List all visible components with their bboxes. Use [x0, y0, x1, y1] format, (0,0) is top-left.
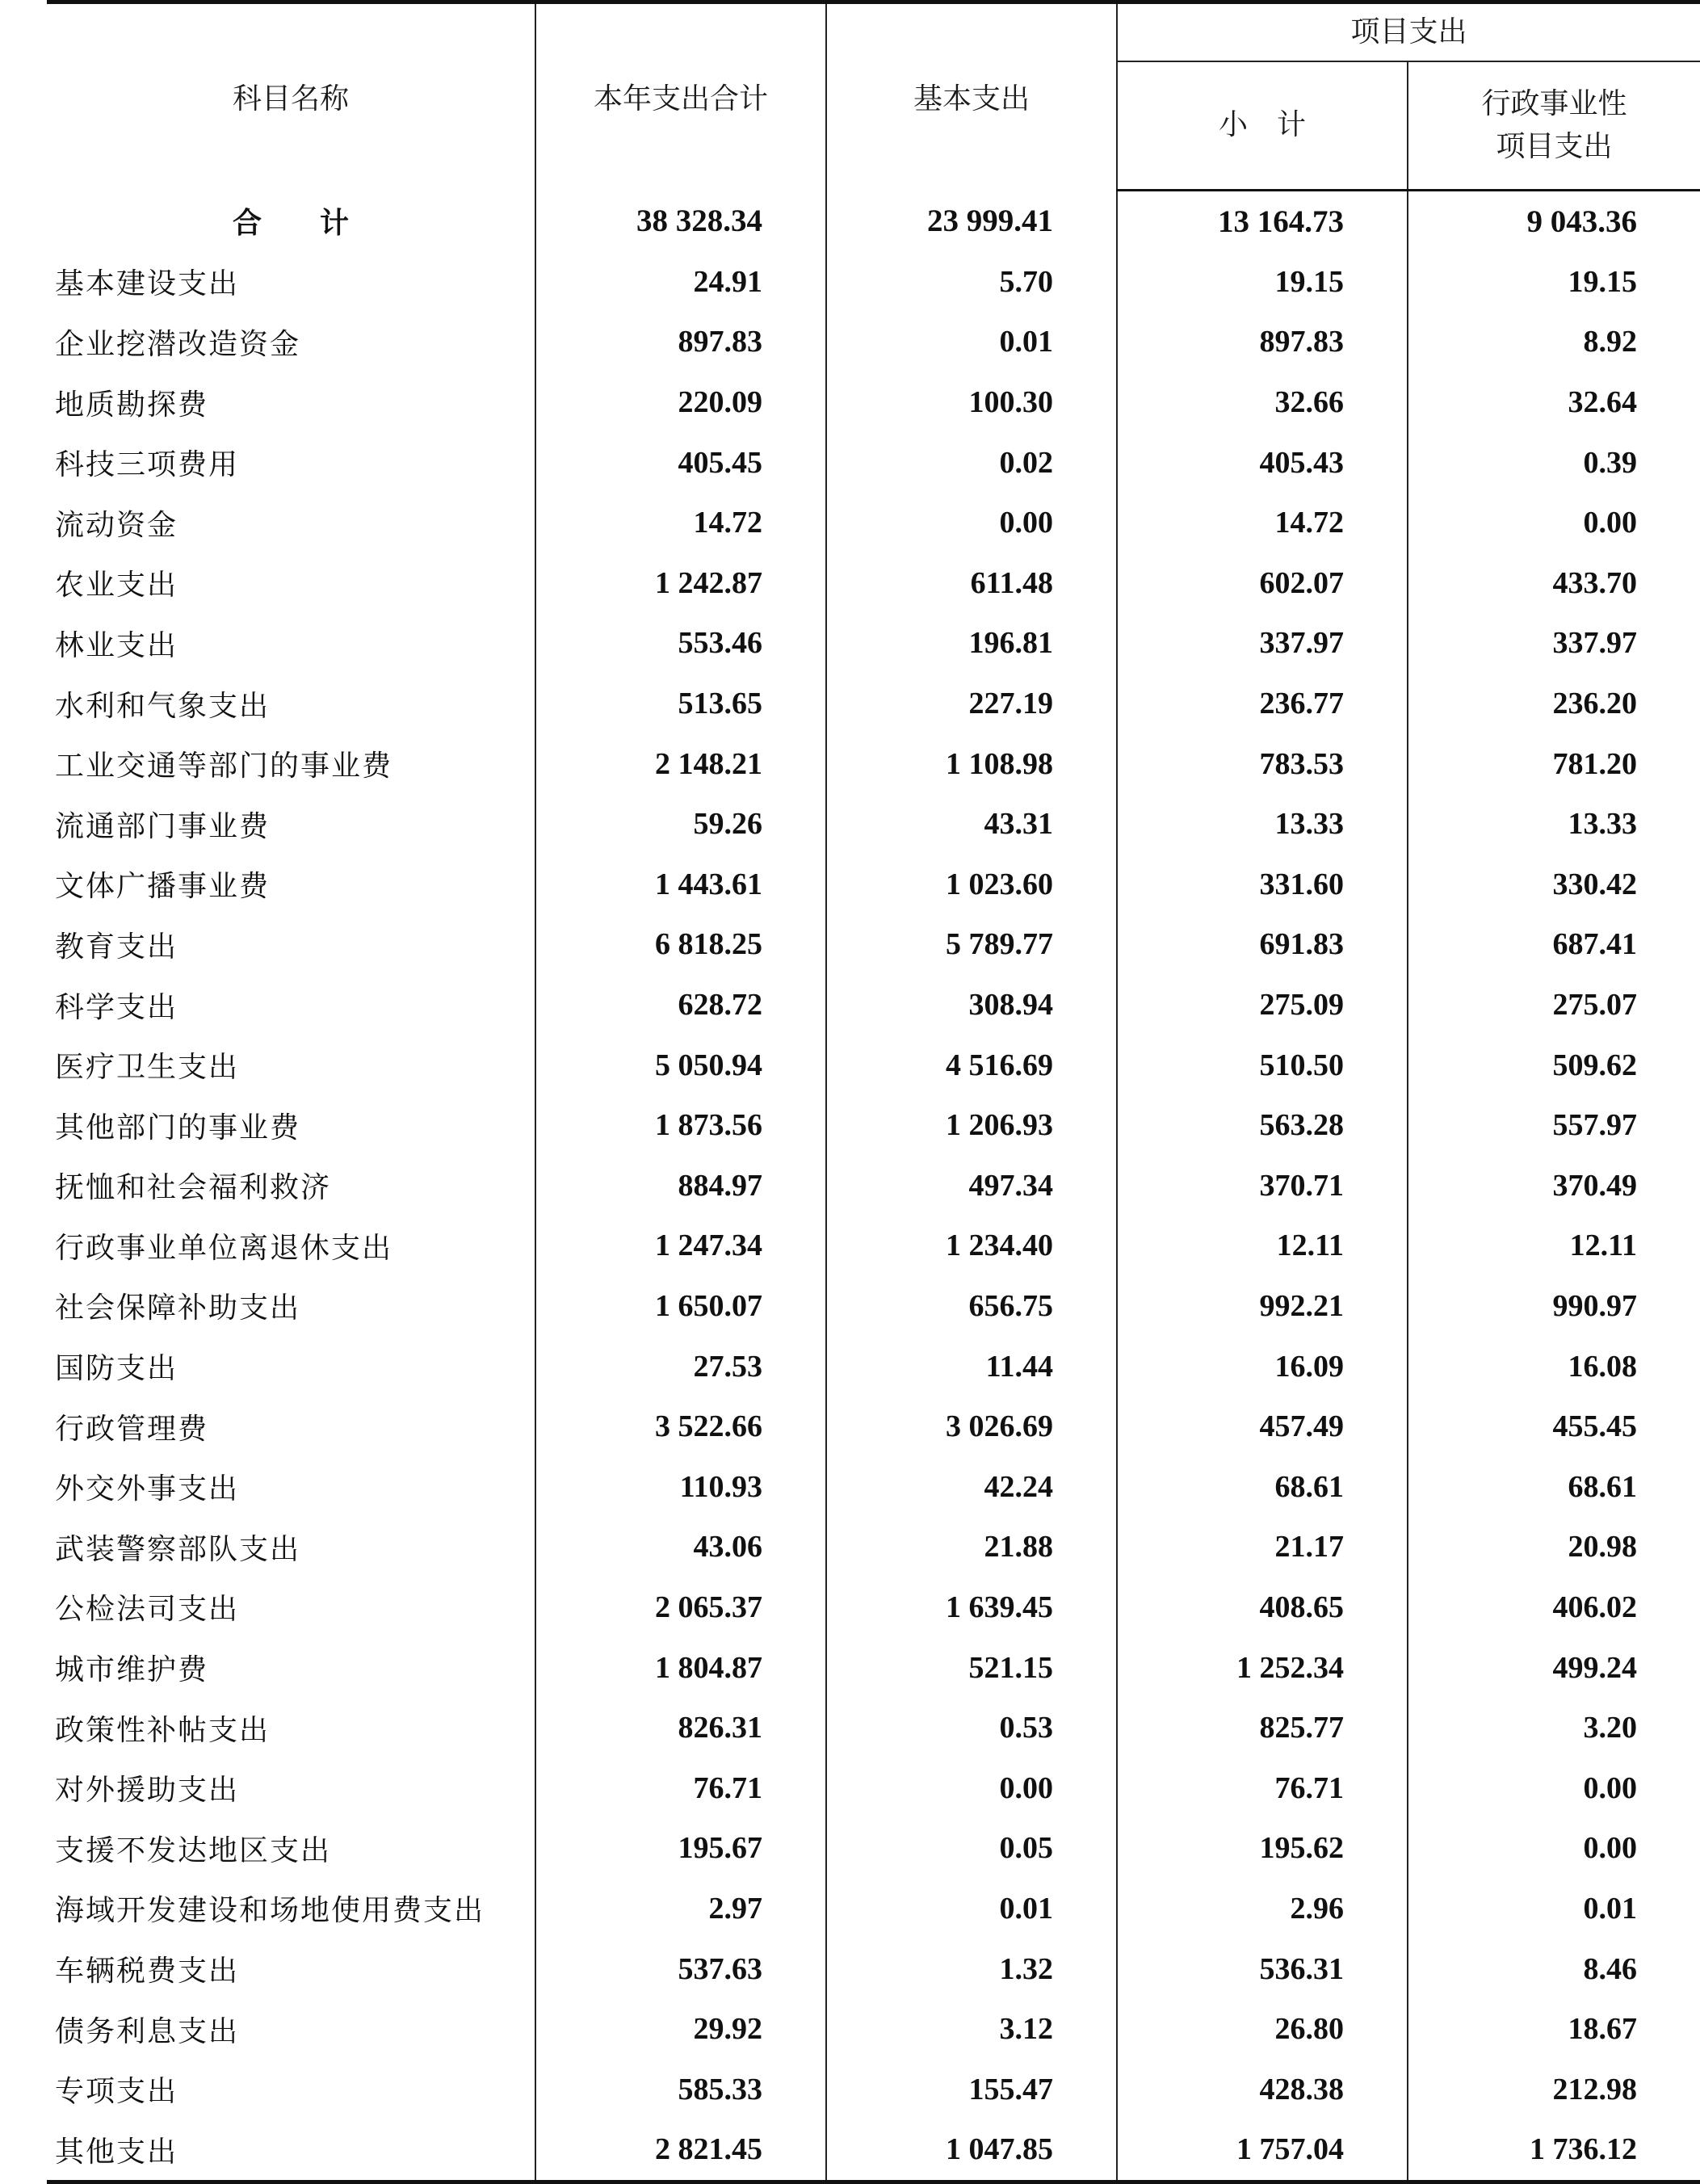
table-body [47, 191, 1700, 2182]
project-subtotal-cell: 68.61 [1117, 1456, 1408, 1517]
subject-name-cell: 国防支出 [55, 1352, 178, 1386]
admin-project-expenditure-cell: 8.46 [1408, 1938, 1700, 1999]
table-row [47, 1758, 1700, 1818]
project-subtotal-cell: 16.09 [1117, 1336, 1408, 1396]
annual-total-cell: 3 522.66 [535, 1396, 826, 1457]
subject-name-cell: 地质勘探费 [55, 388, 209, 422]
subject-name-cell: 外交外事支出 [55, 1472, 240, 1506]
basic-expenditure-cell: 42.24 [826, 1456, 1117, 1517]
table-row [47, 1577, 1700, 1638]
admin-project-expenditure-cell: 0.00 [1408, 493, 1700, 553]
annual-total-cell: 14.72 [535, 493, 826, 553]
admin-project-expenditure-cell: 0.01 [1408, 1879, 1700, 1939]
project-subtotal-cell: 12.11 [1117, 1216, 1408, 1276]
table-row [47, 674, 1700, 734]
admin-project-expenditure-cell: 32.64 [1408, 372, 1700, 433]
admin-project-expenditure-cell: 509.62 [1408, 1035, 1700, 1095]
admin-project-expenditure-cell: 13.33 [1408, 794, 1700, 855]
header-subject-name: 科目名称 [232, 82, 349, 116]
table-row [47, 493, 1700, 553]
basic-expenditure-cell: 3 026.69 [826, 1396, 1117, 1457]
annual-total-cell: 29.92 [535, 1999, 826, 2060]
basic-expenditure-cell: 227.19 [826, 674, 1117, 734]
table-row [47, 372, 1700, 433]
subject-name-cell: 工业交通等部门的事业费 [55, 750, 393, 783]
basic-expenditure-cell: 0.53 [826, 1698, 1117, 1758]
subject-name-cell: 专项支出 [55, 2075, 178, 2109]
table-row [47, 733, 1700, 794]
header-admin-project-expenditure [1408, 61, 1700, 191]
subject-name-cell: 流通部门事业费 [55, 809, 271, 843]
admin-project-expenditure-cell: 19.15 [1408, 252, 1700, 313]
basic-expenditure-cell: 1 047.85 [826, 2119, 1117, 2182]
admin-project-expenditure-cell: 275.07 [1408, 975, 1700, 1035]
table-row [47, 1517, 1700, 1577]
admin-project-expenditure-cell: 1 736.12 [1408, 2119, 1700, 2182]
table-row [47, 432, 1700, 493]
table-row [47, 1698, 1700, 1758]
basic-expenditure-cell: 4 516.69 [826, 1035, 1117, 1095]
admin-project-expenditure-cell: 455.45 [1408, 1396, 1700, 1457]
annual-total-cell: 1 873.56 [535, 1095, 826, 1156]
project-subtotal-cell: 783.53 [1117, 733, 1408, 794]
annual-total-cell: 405.45 [535, 432, 826, 493]
annual-total-cell: 897.83 [535, 312, 826, 372]
basic-expenditure-cell: 1.32 [826, 1938, 1117, 1999]
annual-total-cell: 513.65 [535, 674, 826, 734]
annual-total-cell: 43.06 [535, 1517, 826, 1577]
basic-expenditure-cell: 521.15 [826, 1637, 1117, 1698]
total-row [47, 191, 1700, 252]
project-subtotal-cell: 510.50 [1117, 1035, 1408, 1095]
project-subtotal-cell: 275.09 [1117, 975, 1408, 1035]
annual-total-cell: 1 650.07 [535, 1276, 826, 1337]
subject-name-cell: 基本建设支出 [55, 267, 240, 301]
admin-project-expenditure-cell: 16.08 [1408, 1336, 1700, 1396]
basic-expenditure-cell: 497.34 [826, 1156, 1117, 1216]
annual-total-cell: 1 804.87 [535, 1637, 826, 1698]
table-row [47, 1879, 1700, 1939]
subject-name-cell: 科技三项费用 [55, 448, 240, 482]
annual-total-cell: 38 328.34 [535, 191, 826, 252]
admin-project-expenditure-cell: 499.24 [1408, 1637, 1700, 1698]
project-subtotal-cell: 1 252.34 [1117, 1637, 1408, 1698]
basic-expenditure-cell: 656.75 [826, 1276, 1117, 1337]
subject-name-cell: 支援不发达地区支出 [55, 1833, 332, 1867]
subject-name-cell: 水利和气象支出 [55, 689, 271, 723]
basic-expenditure-cell: 611.48 [826, 553, 1117, 614]
project-subtotal-cell: 370.71 [1117, 1156, 1408, 1216]
subject-name-cell: 政策性补帖支出 [55, 1713, 271, 1747]
basic-expenditure-cell: 43.31 [826, 794, 1117, 855]
subject-name-cell: 行政管理费 [55, 1412, 209, 1446]
admin-project-expenditure-cell: 406.02 [1408, 1577, 1700, 1638]
subject-name-cell: 医疗卫生支出 [55, 1051, 240, 1085]
project-subtotal-cell: 32.66 [1117, 372, 1408, 433]
subject-name-cell: 武装警察部队支出 [55, 1532, 301, 1566]
basic-expenditure-cell: 0.00 [826, 1758, 1117, 1818]
project-subtotal-cell: 21.17 [1117, 1517, 1408, 1577]
subject-name-cell: 海域开发建设和场地使用费支出 [55, 1894, 485, 1928]
annual-total-cell: 585.33 [535, 2059, 826, 2119]
annual-total-cell: 826.31 [535, 1698, 826, 1758]
annual-total-cell: 2 148.21 [535, 733, 826, 794]
subject-name-cell: 农业支出 [55, 569, 178, 603]
header-admin-project-line2: 项目支出 [1496, 129, 1613, 163]
subject-name-cell: 科学支出 [55, 990, 178, 1024]
annual-total-cell: 2.97 [535, 1879, 826, 1939]
table-row [47, 1938, 1700, 1999]
basic-expenditure-cell: 1 234.40 [826, 1216, 1117, 1276]
admin-project-expenditure-cell: 0.00 [1408, 1818, 1700, 1879]
admin-project-expenditure-cell: 990.97 [1408, 1276, 1700, 1337]
annual-total-cell: 27.53 [535, 1336, 826, 1396]
admin-project-expenditure-cell: 236.20 [1408, 674, 1700, 734]
subject-name-cell: 抚恤和社会福利救济 [55, 1171, 332, 1205]
basic-expenditure-cell: 3.12 [826, 1999, 1117, 2060]
project-subtotal-cell: 825.77 [1117, 1698, 1408, 1758]
header-basic-expenditure: 基本支出 [826, 2, 1117, 191]
admin-project-expenditure-cell: 433.70 [1408, 553, 1700, 614]
annual-total-cell: 1 247.34 [535, 1216, 826, 1276]
header-admin-project-line1: 行政事业性 [1481, 87, 1627, 121]
header-annual-total: 本年支出合计 [535, 2, 826, 191]
basic-expenditure-cell: 0.02 [826, 432, 1117, 493]
table-row [47, 252, 1700, 313]
subject-name-cell: 文体广播事业费 [55, 870, 271, 904]
subject-name-cell: 对外援助支出 [55, 1774, 240, 1808]
subject-name-cell: 公检法司支出 [55, 1593, 240, 1627]
annual-total-cell: 1 242.87 [535, 553, 826, 614]
annual-total-cell: 1 443.61 [535, 855, 826, 915]
project-subtotal-cell: 195.62 [1117, 1818, 1408, 1879]
basic-expenditure-cell: 196.81 [826, 613, 1117, 674]
basic-expenditure-cell: 308.94 [826, 975, 1117, 1035]
project-subtotal-cell: 236.77 [1117, 674, 1408, 734]
project-subtotal-cell: 428.38 [1117, 2059, 1408, 2119]
basic-expenditure-cell: 1 206.93 [826, 1095, 1117, 1156]
table-row [47, 1276, 1700, 1337]
project-subtotal-cell: 457.49 [1117, 1396, 1408, 1457]
annual-total-cell: 537.63 [535, 1938, 826, 1999]
table-row [47, 1637, 1700, 1698]
table-row [47, 1035, 1700, 1095]
basic-expenditure-cell: 5 789.77 [826, 914, 1117, 975]
annual-total-cell: 628.72 [535, 975, 826, 1035]
admin-project-expenditure-cell: 9 043.36 [1408, 191, 1700, 252]
table-row [47, 1456, 1700, 1517]
table-row [47, 1216, 1700, 1276]
subject-name-cell: 合 计 [232, 207, 349, 241]
project-subtotal-cell: 331.60 [1117, 855, 1408, 915]
admin-project-expenditure-cell: 781.20 [1408, 733, 1700, 794]
admin-project-expenditure-cell: 212.98 [1408, 2059, 1700, 2119]
table-row [47, 914, 1700, 975]
admin-project-expenditure-cell: 687.41 [1408, 914, 1700, 975]
annual-total-cell: 884.97 [535, 1156, 826, 1216]
subject-name-cell: 车辆税费支出 [55, 1955, 240, 1989]
table-row [47, 613, 1700, 674]
subject-name-cell: 城市维护费 [55, 1653, 209, 1687]
annual-total-cell: 553.46 [535, 613, 826, 674]
project-subtotal-cell: 897.83 [1117, 312, 1408, 372]
basic-expenditure-cell: 21.88 [826, 1517, 1117, 1577]
annual-total-cell: 2 821.45 [535, 2119, 826, 2182]
project-subtotal-cell: 536.31 [1117, 1938, 1408, 1999]
admin-project-expenditure-cell: 18.67 [1408, 1999, 1700, 2060]
annual-total-cell: 76.71 [535, 1758, 826, 1818]
table-row [47, 975, 1700, 1035]
admin-project-expenditure-cell: 337.97 [1408, 613, 1700, 674]
annual-total-cell: 24.91 [535, 252, 826, 313]
table-row [47, 2059, 1700, 2119]
project-subtotal-cell: 13.33 [1117, 794, 1408, 855]
admin-project-expenditure-cell: 330.42 [1408, 855, 1700, 915]
table-row [47, 1999, 1700, 2060]
project-subtotal-cell: 14.72 [1117, 493, 1408, 553]
table-row [47, 855, 1700, 915]
admin-project-expenditure-cell: 12.11 [1408, 1216, 1700, 1276]
annual-total-cell: 195.67 [535, 1818, 826, 1879]
basic-expenditure-cell: 0.01 [826, 1879, 1117, 1939]
project-subtotal-cell: 337.97 [1117, 613, 1408, 674]
admin-project-expenditure-cell: 557.97 [1408, 1095, 1700, 1156]
subject-name-cell: 行政事业单位离退休支出 [55, 1231, 393, 1265]
subject-name-cell: 社会保障补助支出 [55, 1292, 301, 1325]
table-row [47, 1095, 1700, 1156]
basic-expenditure-cell: 23 999.41 [826, 191, 1117, 252]
annual-total-cell: 110.93 [535, 1456, 826, 1517]
annual-total-cell: 6 818.25 [535, 914, 826, 975]
subject-name-cell: 流动资金 [55, 508, 178, 542]
basic-expenditure-cell: 1 108.98 [826, 733, 1117, 794]
basic-expenditure-cell: 100.30 [826, 372, 1117, 433]
basic-expenditure-cell: 0.00 [826, 493, 1117, 553]
subject-name-cell: 企业挖潜改造资金 [55, 327, 301, 361]
admin-project-expenditure-cell: 0.39 [1408, 432, 1700, 493]
basic-expenditure-cell: 5.70 [826, 252, 1117, 313]
project-subtotal-cell: 405.43 [1117, 432, 1408, 493]
table-row [47, 2119, 1700, 2182]
project-subtotal-cell: 76.71 [1117, 1758, 1408, 1818]
admin-project-expenditure-cell: 20.98 [1408, 1517, 1700, 1577]
table-row [47, 1396, 1700, 1457]
subject-name-cell: 林业支出 [55, 628, 178, 662]
table-row [47, 312, 1700, 372]
annual-total-cell: 5 050.94 [535, 1035, 826, 1095]
admin-project-expenditure-cell: 8.92 [1408, 312, 1700, 372]
project-subtotal-cell: 691.83 [1117, 914, 1408, 975]
project-subtotal-cell: 408.65 [1117, 1577, 1408, 1638]
basic-expenditure-cell: 1 639.45 [826, 1577, 1117, 1638]
header-project-expenditure-group: 项目支出 [1117, 2, 1700, 62]
subject-name-cell: 其他支出 [47, 2119, 535, 2182]
subject-name-cell: 其他部门的事业费 [55, 1111, 301, 1144]
project-subtotal-cell: 13 164.73 [1117, 191, 1408, 252]
table-row [47, 1818, 1700, 1879]
project-subtotal-cell: 1 757.04 [1117, 2119, 1408, 2182]
header-subtotal: 小 计 [1117, 61, 1408, 191]
table-row [47, 794, 1700, 855]
subject-name-cell: 债务利息支出 [55, 2014, 240, 2048]
project-subtotal-cell: 992.21 [1117, 1276, 1408, 1337]
project-subtotal-cell: 19.15 [1117, 252, 1408, 313]
admin-project-expenditure-cell: 68.61 [1408, 1456, 1700, 1517]
basic-expenditure-cell: 1 023.60 [826, 855, 1117, 915]
annual-total-cell: 220.09 [535, 372, 826, 433]
annual-total-cell: 2 065.37 [535, 1577, 826, 1638]
basic-expenditure-cell: 11.44 [826, 1336, 1117, 1396]
project-subtotal-cell: 602.07 [1117, 553, 1408, 614]
table-row [47, 553, 1700, 614]
admin-project-expenditure-cell: 3.20 [1408, 1698, 1700, 1758]
basic-expenditure-cell: 155.47 [826, 2059, 1117, 2119]
basic-expenditure-cell: 0.05 [826, 1818, 1117, 1879]
admin-project-expenditure-cell: 370.49 [1408, 1156, 1700, 1216]
expenditure-table [47, 0, 1700, 2184]
project-subtotal-cell: 2.96 [1117, 1879, 1408, 1939]
annual-total-cell: 59.26 [535, 794, 826, 855]
table-header [47, 2, 1700, 191]
project-subtotal-cell: 26.80 [1117, 1999, 1408, 2060]
subject-name-cell: 教育支出 [55, 930, 178, 964]
project-subtotal-cell: 563.28 [1117, 1095, 1408, 1156]
table-row [47, 1336, 1700, 1396]
table-row [47, 1156, 1700, 1216]
expenditure-table-container [47, 0, 1700, 2184]
admin-project-expenditure-cell: 0.00 [1408, 1758, 1700, 1818]
basic-expenditure-cell: 0.01 [826, 312, 1117, 372]
